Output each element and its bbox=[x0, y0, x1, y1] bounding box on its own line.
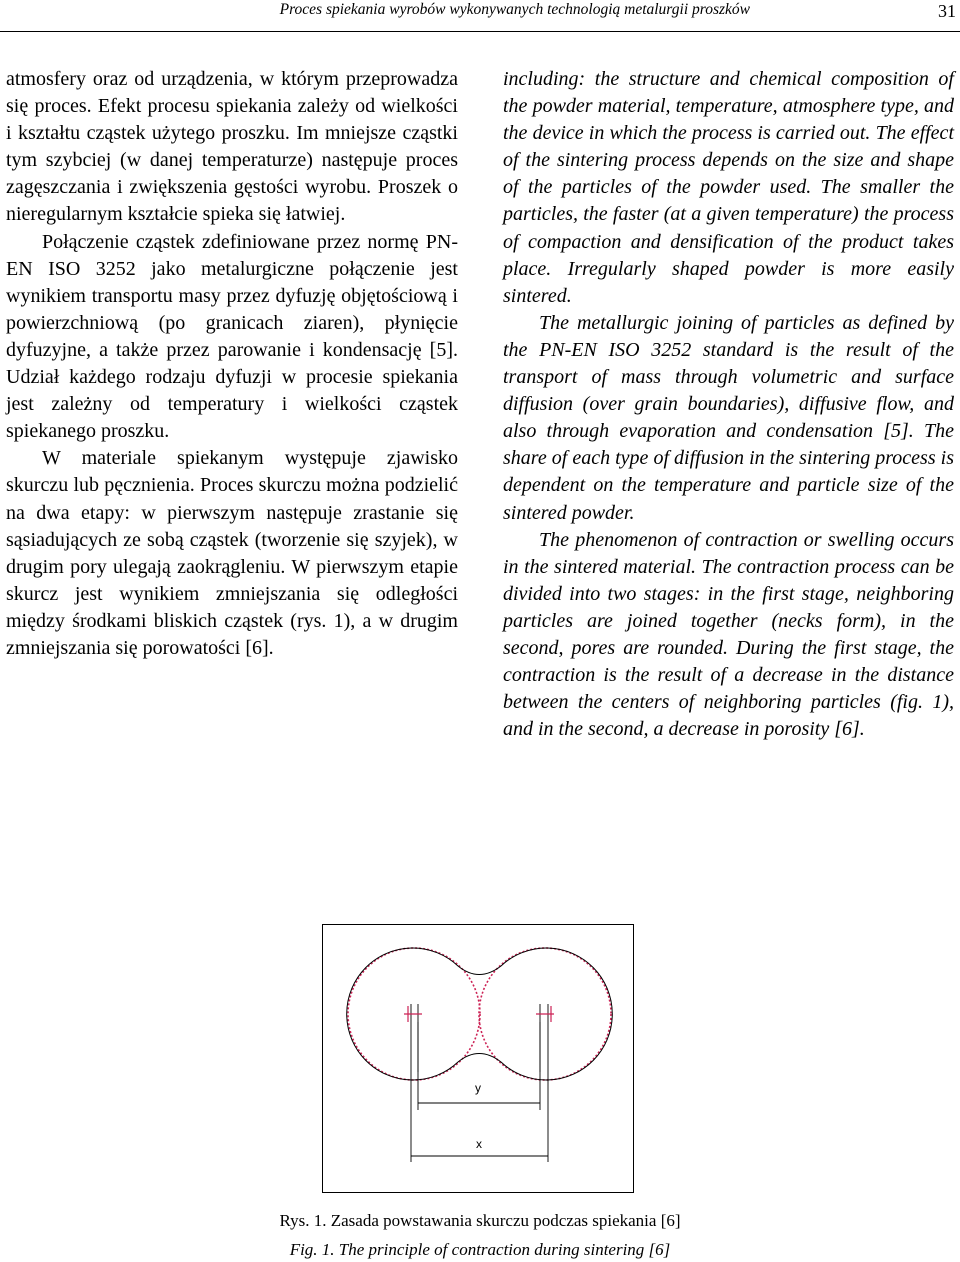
english-paragraph-2: The metallurgic joining of particles as defined by the PN-EN ISO 3252 standard is the result of the transport of mass through volumetric and surface diffusion (over grain boundaries), diffusive flow, and also through evaporation and condensation [5]. The share of each type of diffusion in the sintering process is dependent on the temperature and particle size of the sintered powder. bbox=[503, 311, 954, 524]
figure-caption-english: Fig. 1. The principle of contraction during sintering [6] bbox=[289, 1240, 671, 1259]
english-paragraph-3: The phenomenon of contraction or swelling occurs in the sintered material. The contraction process can be divided into two stages: in the first stage, neighboring particles are joined together (necks form), in the second, pores are rounded. During the first stage, the contraction is the result of a decrease in the distance between the centers of neighboring particles (fig. 1), and in the second, a decrease in porosity [6]. bbox=[503, 528, 954, 741]
x-dimension-label: x bbox=[476, 1137, 482, 1151]
running-header bbox=[0, 0, 960, 33]
polish-column bbox=[6, 66, 458, 662]
page-number: 31 bbox=[938, 1, 956, 21]
polish-paragraph-3: W materiale spiekanym występuje zjawisko skurczu lub pęcznienia. Proces skurczu można podzielić na dwa etapy: w pierwszym następuje zrastanie się sąsiadujących ze sobą cząstek (tworzenie się szyjek), w drugim pory ulegają zaokrągleniu. W pierwszym etapie skurcz jest wynikiem zmniejszania się odległości między środkami bliskich cząstek (rys. 1), a w drugim zmniejszania się porowatości [6]. bbox=[6, 447, 458, 659]
figure-frame bbox=[322, 924, 634, 1193]
polish-paragraph-1: atmosfery oraz od urządzenia, w którym przeprowadza się proces. Efekt procesu spiekania zależy od wielkości i kształtu cząstek użytego proszku. Im mniejsze cząstki tym szybciej (w danej temperaturze) następuje proces zagęszczania i zwiększenia gęstości wyrobu. Proszek o nieregularnym kształcie spieka się łatwiej. bbox=[6, 68, 458, 226]
english-column bbox=[503, 66, 954, 743]
sintering-diagram bbox=[323, 925, 635, 1194]
running-header-title: Proces spiekania wyrobów wykonywanych technologią metalurgii proszków bbox=[279, 1, 750, 18]
header-rule bbox=[0, 31, 960, 32]
english-paragraph-1: including: the structure and chemical composition of the powder material, temperature, atmosphere type, and the device in which the process is carried out. The effect of the sintering process depends on the size and shape of the particles of the powder used. The smaller the particles, the faster (at a given temperature) the process of compaction and densification of the product takes place. Irregularly shaped powder is more easily sintered. bbox=[503, 68, 954, 307]
y-dimension-label: y bbox=[475, 1081, 481, 1095]
figure-caption-polish: Rys. 1. Zasada powstawania skurczu podczas spiekania [6] bbox=[279, 1211, 681, 1230]
polish-paragraph-2: Połączenie cząstek zdefiniowane przez normę PN-EN ISO 3252 jako metalurgiczne połączenie jest wynikiem transportu masy przez dyfuzję objętościową i powierzchniową (po granicach ziaren), płynięcie dyfuzyjne, a także przez parowanie i kondensację [5]. Udział każdego rodzaju dyfuzji w procesie spiekania jest zależny od temperatury i wielkości cząstek spiekanego proszku. bbox=[6, 230, 458, 443]
